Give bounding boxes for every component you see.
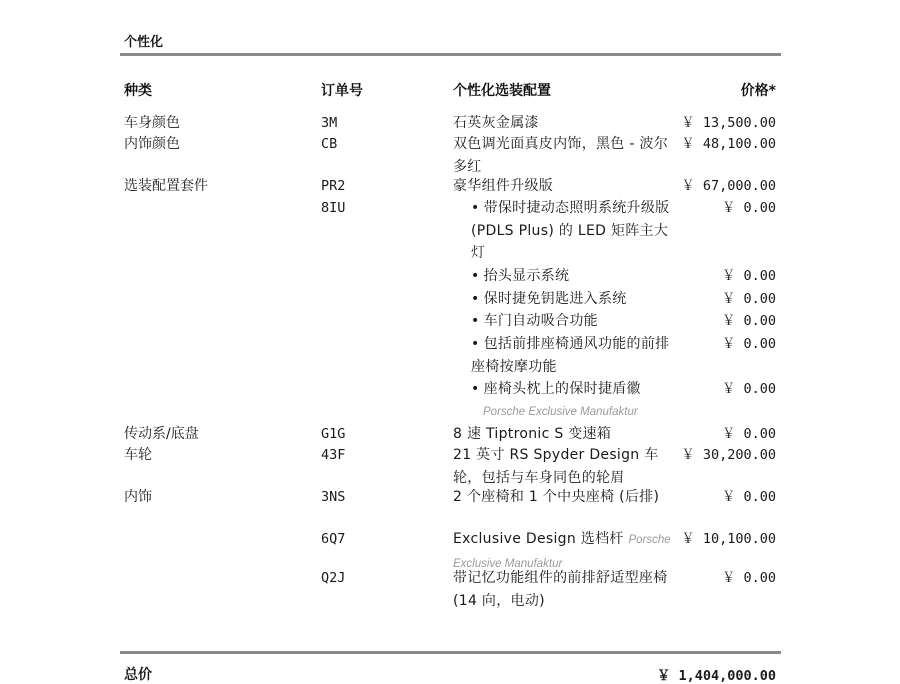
row-code: 43F: [321, 447, 346, 463]
row-description: 21 英寸 RS Spyder Design 车轮，包括与车身同色的轮眉: [453, 447, 659, 486]
row-price: ￥ 0.00: [721, 336, 776, 352]
header-order-no: 订单号: [321, 83, 363, 99]
row-category: 车身颜色: [124, 115, 180, 131]
row-description-text: 保时捷免钥匙进入系统: [483, 291, 627, 307]
bullet-icon: •: [471, 291, 480, 307]
row-code: 3NS: [321, 489, 346, 505]
total-label: 总价: [124, 667, 152, 683]
row-code: Q2J: [321, 570, 346, 586]
bullet-icon: •: [471, 336, 480, 352]
row-description-text: Exclusive Design 选档杆: [453, 531, 624, 547]
row-code: 8IU: [321, 200, 346, 216]
row-description-text: 带保时捷动态照明系统升级版 (PDLS Plus) 的 LED 矩阵主大灯: [471, 200, 670, 261]
row-description: [471, 378, 671, 401]
bullet-icon: •: [471, 313, 480, 329]
row-price: ￥ 48,100.00: [681, 136, 776, 152]
row-price: ￥ 30,200.00: [681, 447, 776, 463]
row-code: 3M: [321, 115, 338, 131]
bottom-divider: [120, 651, 781, 654]
row-category: 内饰: [124, 489, 152, 505]
row-description: [471, 197, 671, 265]
header-category: 种类: [124, 83, 152, 99]
row-code: 6Q7: [321, 531, 346, 547]
row-description: 8 速 Tiptronic S 变速箱: [453, 426, 612, 442]
bullet-icon: •: [471, 381, 480, 397]
row-description-text: 包括前排座椅通风功能的前排座椅按摩功能: [471, 336, 670, 375]
row-description: [471, 310, 671, 333]
header-price: 价格*: [740, 83, 776, 99]
row-category: 传动系/底盘: [124, 426, 199, 442]
row-code: PR2: [321, 178, 346, 194]
total-value: ￥ 1,404,000.00: [656, 668, 776, 684]
row-price: ￥ 10,100.00: [681, 531, 776, 547]
header-config: 个性化选装配置: [453, 83, 551, 99]
exclusive-note: Porsche Exclusive Manufaktur: [483, 406, 638, 418]
row-price: ￥ 0.00: [721, 313, 776, 329]
row-description: [471, 333, 671, 378]
row-description: 带记忆功能组件的前排舒适型座椅 (14 向，电动): [453, 570, 668, 609]
row-description-text: 抬头显示系统: [483, 268, 570, 284]
top-divider: [120, 53, 781, 56]
row-price: ￥ 0.00: [721, 200, 776, 216]
row-category: 选装配置套件: [124, 178, 208, 194]
row-price: ￥ 0.00: [721, 268, 776, 284]
bullet-icon: •: [471, 268, 480, 284]
row-code: CB: [321, 136, 338, 152]
row-description: 石英灰金属漆: [453, 115, 539, 131]
bullet-icon: •: [471, 200, 480, 216]
row-price: ￥ 0.00: [721, 489, 776, 505]
row-description-text: 车门自动吸合功能: [483, 313, 598, 329]
row-description-text: 座椅头枕上的保时捷盾徽: [483, 381, 641, 397]
row-code: G1G: [321, 426, 346, 442]
row-category: 车轮: [124, 447, 152, 463]
row-price: ￥ 67,000.00: [681, 178, 776, 194]
row-price: ￥ 13,500.00: [681, 115, 776, 131]
row-description: 豪华组件升级版: [453, 178, 554, 194]
row-description: [471, 288, 671, 311]
row-price: ￥ 0.00: [721, 291, 776, 307]
row-price: ￥ 0.00: [721, 381, 776, 397]
row-description: [471, 265, 671, 288]
exclusive-note: Porsche Exclusive Manufaktur: [453, 534, 671, 570]
row-price: ￥ 0.00: [721, 426, 776, 442]
row-description: 双色调光面真皮内饰，黑色 - 波尔多红: [453, 136, 669, 175]
row-price: ￥ 0.00: [721, 570, 776, 586]
section-title: 个性化: [124, 35, 164, 50]
row-category: 内饰颜色: [124, 136, 180, 152]
row-description: 2 个座椅和 1 个中央座椅 (后排): [453, 489, 660, 505]
